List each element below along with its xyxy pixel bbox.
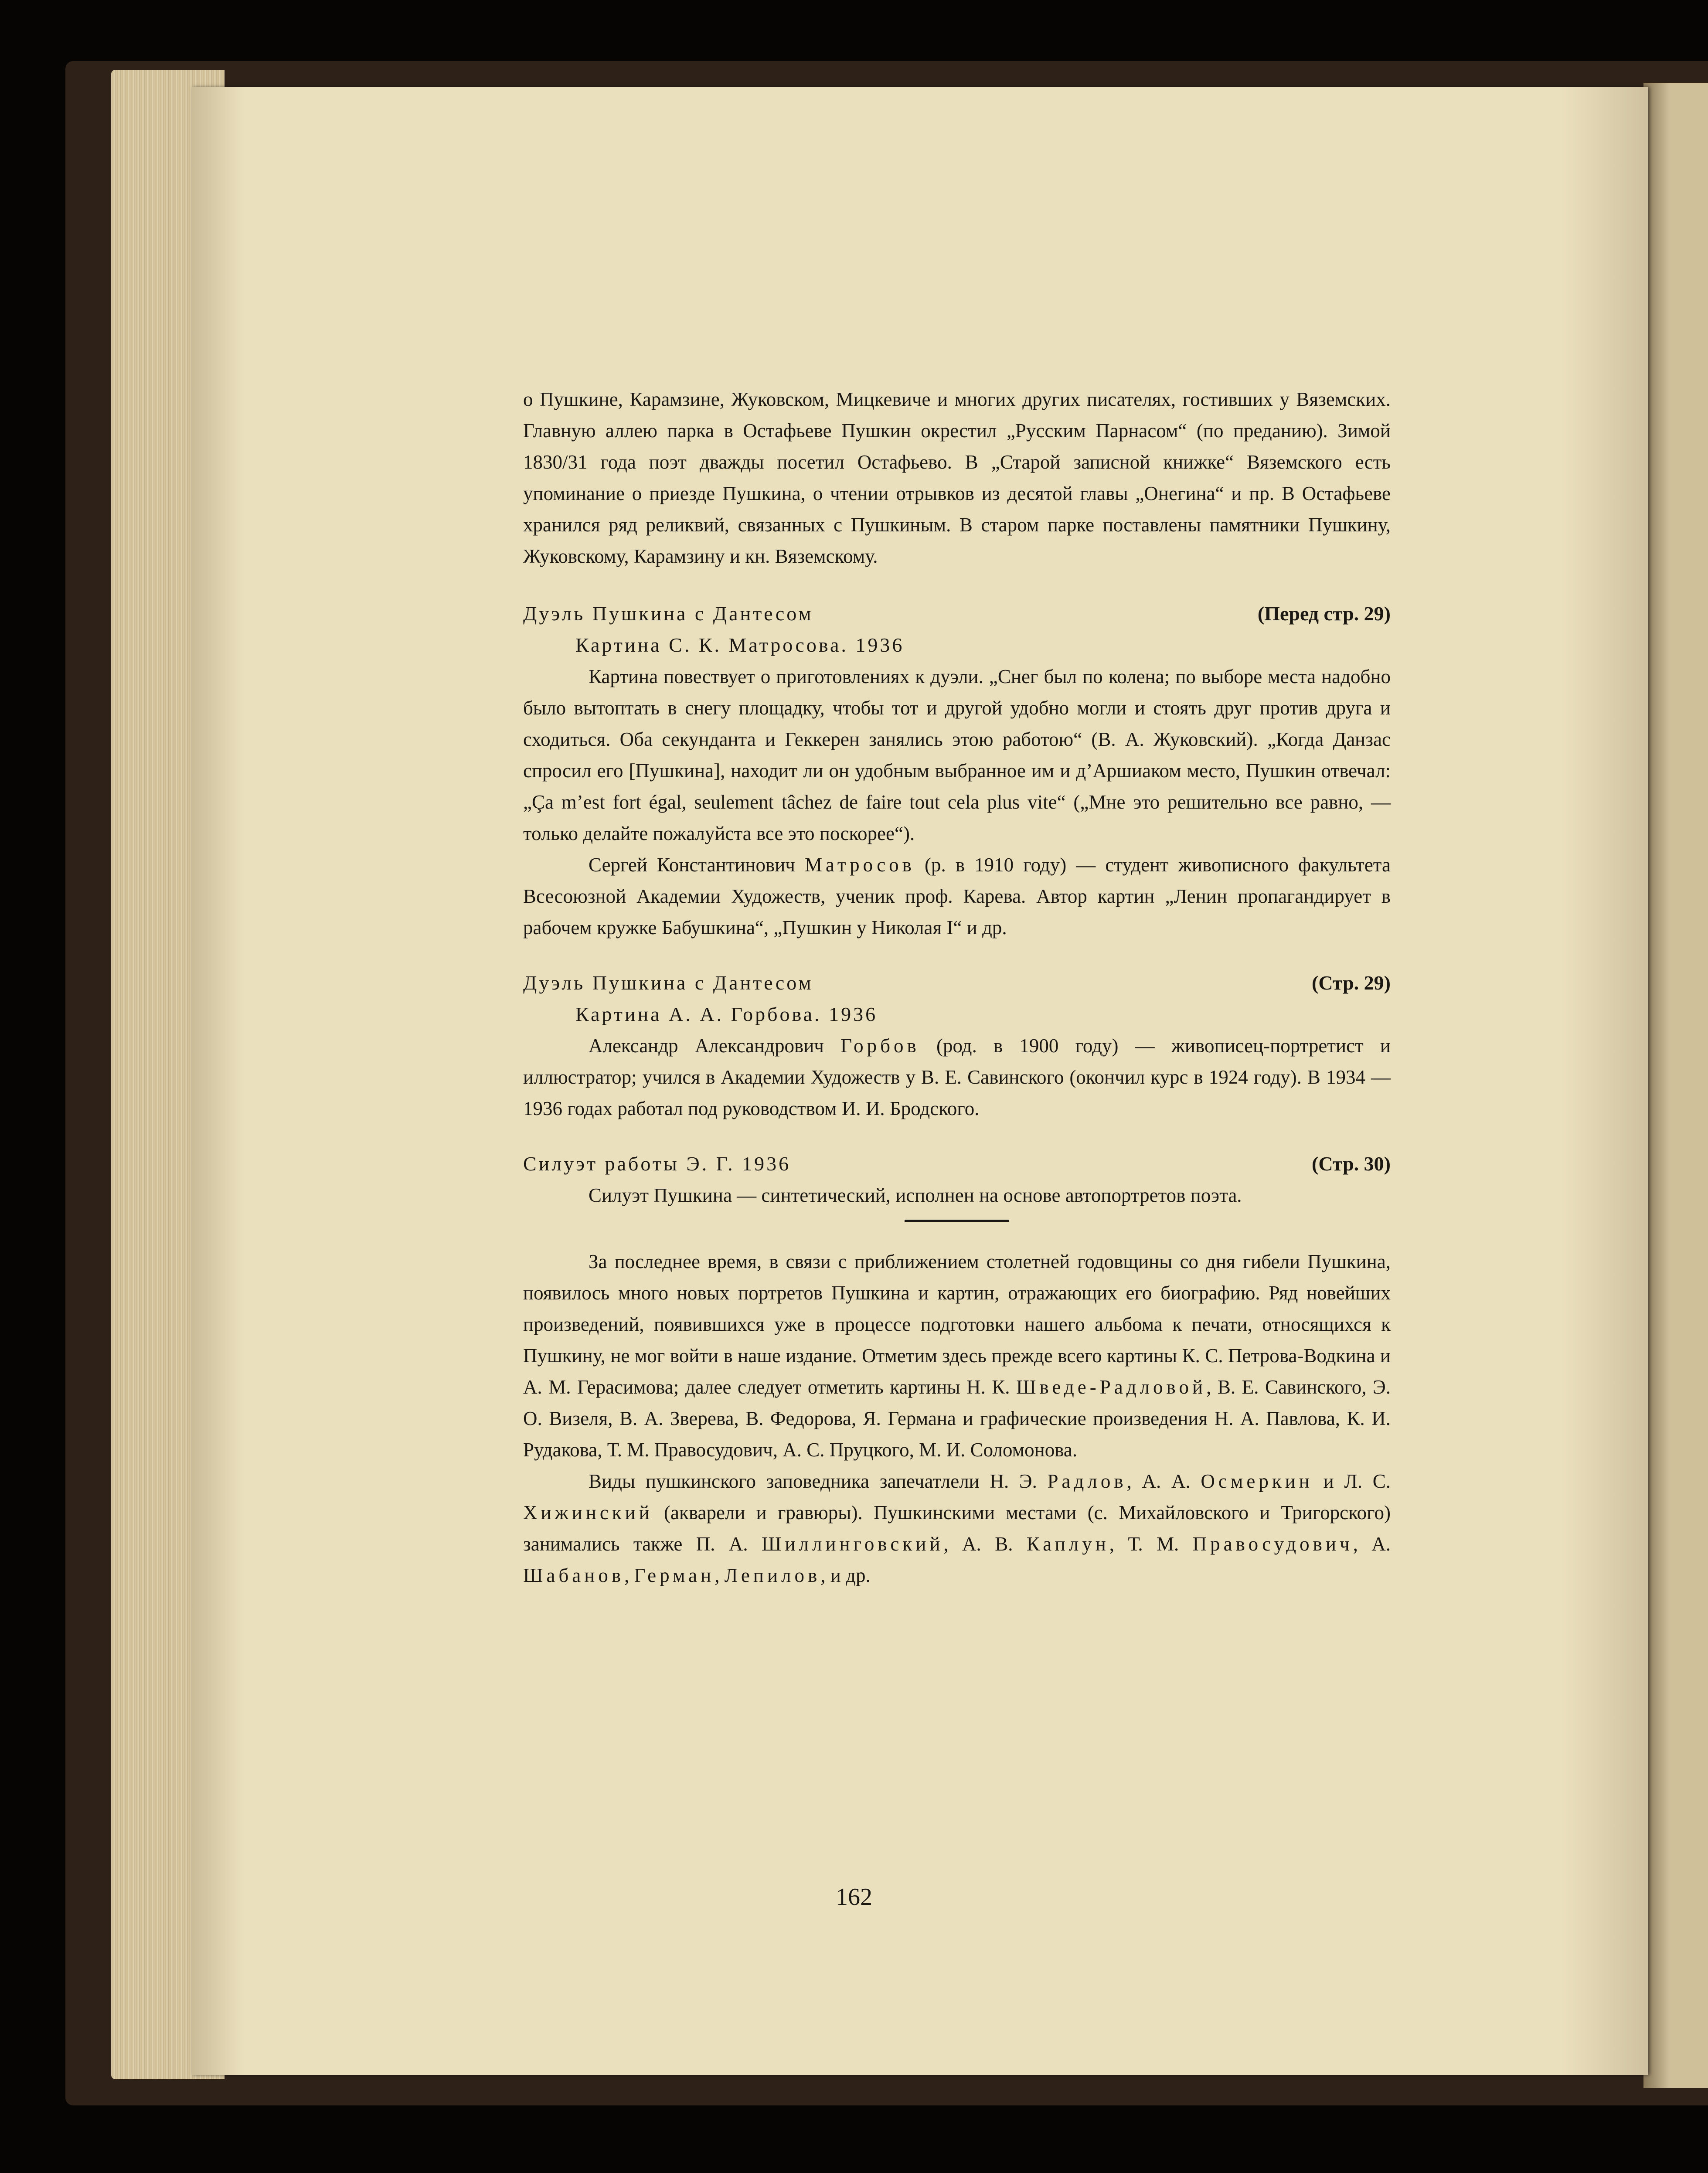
text-run: , А. А. <box>1126 1470 1191 1492</box>
entry-3-title: Силуэт работы Э. Г. 1936 <box>523 1153 791 1175</box>
artist-name: Осмеркин <box>1201 1470 1313 1492</box>
artist-name: Герман <box>634 1564 715 1586</box>
text-run: Александр Александрович <box>589 1035 824 1057</box>
entry-1-paragraph-2 <box>523 849 1391 943</box>
page-number: 162 <box>836 1884 872 1911</box>
artist-name: Шабанов <box>523 1564 625 1586</box>
text-run: , А. <box>1353 1533 1391 1555</box>
artist-name: Матросов <box>805 854 915 876</box>
entry-1-subtitle: Картина С. К. Матросова. 1936 <box>575 634 905 656</box>
text-run: (р. в 1910 году) — студент живописного факультета Всесоюзной Академии Художеств, ученик проф. Карева. Автор картин „Ленин пропагандирует в рабочем кружке Бабушкина“, „Пушкин у Николая I“ и др. <box>523 854 1391 939</box>
entry-1-heading <box>523 598 1391 629</box>
adjacent-page <box>1643 83 1708 2088</box>
artist-name: Шиллинговский <box>762 1533 944 1555</box>
text-run: и Л. С. <box>1323 1470 1391 1492</box>
text-run: , и др. <box>820 1564 871 1586</box>
text-run: , <box>715 1564 720 1586</box>
text-run: , В. Е. Савинского, Э. О. Визеля, В. А. Зверева, В. Федорова, Я. Германа и графические произведения Н. А. Павлова, К. И. Рудакова, Т. М. Правосудович, А. С. Пруцкого, М. И. Соломонова. <box>523 1376 1391 1461</box>
spacer <box>523 943 1391 967</box>
text-run: , А. В. <box>943 1533 1013 1555</box>
artist-name: Лепилов <box>724 1564 821 1586</box>
artist-name: Правосудович <box>1192 1533 1353 1555</box>
entry-1-page-ref: (Перед стр. 29) <box>1257 602 1391 625</box>
artist-name: Радлов <box>1047 1470 1127 1492</box>
artist-name: Горбов <box>840 1035 920 1057</box>
intro-paragraph: о Пушкине, Карамзине, Жуковском, Мицкевиче и многих других писателях, гостивших у Вяземских. Главную аллею парка в Остафьеве Пушкин окрестил „Русским Парнасом“ (по преданию). Зимой 1830/31 года поэт дважды посетил Остафьево. В „Старой записной книжке“ Вяземского есть упоминание о приезде Пушкина, о чтении отрывков из десятой главы „Онегина“ и пр. В Остафьеве хранился ряд реликвий, связанных с Пушкиным. В старом парке поставлены памятники Пушкину, Жуковскому, Карамзину и кн. Вяземскому. <box>523 388 1391 567</box>
entry-3-heading <box>523 1148 1391 1180</box>
closing-paragraph-2 <box>523 1466 1391 1591</box>
spacer <box>523 572 1391 598</box>
entry-1-title: Дуэль Пушкина с Дантесом <box>523 602 813 625</box>
entry-2-subtitle: Картина А. А. Горбова. 1936 <box>575 1003 878 1025</box>
text-run: Сергей Константинович <box>589 854 795 876</box>
entry-2-title: Дуэль Пушкина с Дантесом <box>523 972 813 994</box>
artist-name: Хижинский <box>523 1502 653 1523</box>
text-run: (род. в 1900 году) — живописец-портретист и иллюстратор; учился в Академии Художеств у В. Е. Савинского (окончил курс в 1924 году). В 1934 — 1936 годах работал под руководством И. И. Бродского. <box>523 1035 1391 1119</box>
entry-2-heading <box>523 967 1391 999</box>
entry-1-paragraph-1: Картина повествует о приготовлениях к дуэли. „Снег был по колена; по выборе места надобно было вытоптать в снегу площадку, чтобы тот и другой удобно могли и стоять друг против друга и сходиться. Оба секунданта и Геккерен занялись этою работою“ (В. А. Жуковский). „Когда Данзас спросил его [Пушкина], находит ли он удобным выбранное им и д’Аршиаком место, Пушкин отвечал: „Ça m’est fort égal, seulement tâchez de faire tout cela plus vite“ („Мне это решительно все равно, — только делайте пожалуйста все это поскорее“). <box>523 666 1391 844</box>
text-run: (акварели и гравюры). Пушкинскими местами (с. Михайловского и Тригорского) занимались также П. А. <box>523 1502 1391 1555</box>
entry-2-page-ref: (Стр. 29) <box>1312 972 1391 994</box>
section-divider <box>905 1220 1009 1222</box>
entry-3-page-ref: (Стр. 30) <box>1312 1153 1391 1175</box>
closing-paragraph-1 <box>523 1246 1391 1466</box>
entry-2-paragraph <box>523 1030 1391 1124</box>
text-run: , Т. М. <box>1109 1533 1179 1555</box>
page-text <box>523 384 1391 1591</box>
entry-3-paragraph: Силуэт Пушкина — синтетический, исполнен на основе автопортретов поэта. <box>589 1184 1242 1206</box>
text-run: Виды пушкинского заповедника запечатлели Н. Э. <box>589 1470 1037 1492</box>
artist-name: Каплун <box>1026 1533 1109 1555</box>
text-run: За последнее время, в связи с приближением столетней годовщины со дня гибели Пушкина, появилось много новых портретов Пушкина и картин, отражающих его биографию. Ряд новейших произведений, появившихся уже в процессе подготовки нашего альбома к печати, относящихся к Пушкину, не мог войти в наше издание. Отметим здесь прежде всего картины К. С. Петрова-Водкина и А. М. Герасимова; далее следует отметить картины Н. К. <box>523 1251 1391 1398</box>
artist-name: Шведе-Радловой <box>1016 1376 1207 1398</box>
spacer <box>523 1124 1391 1148</box>
text-run: , <box>624 1564 629 1586</box>
